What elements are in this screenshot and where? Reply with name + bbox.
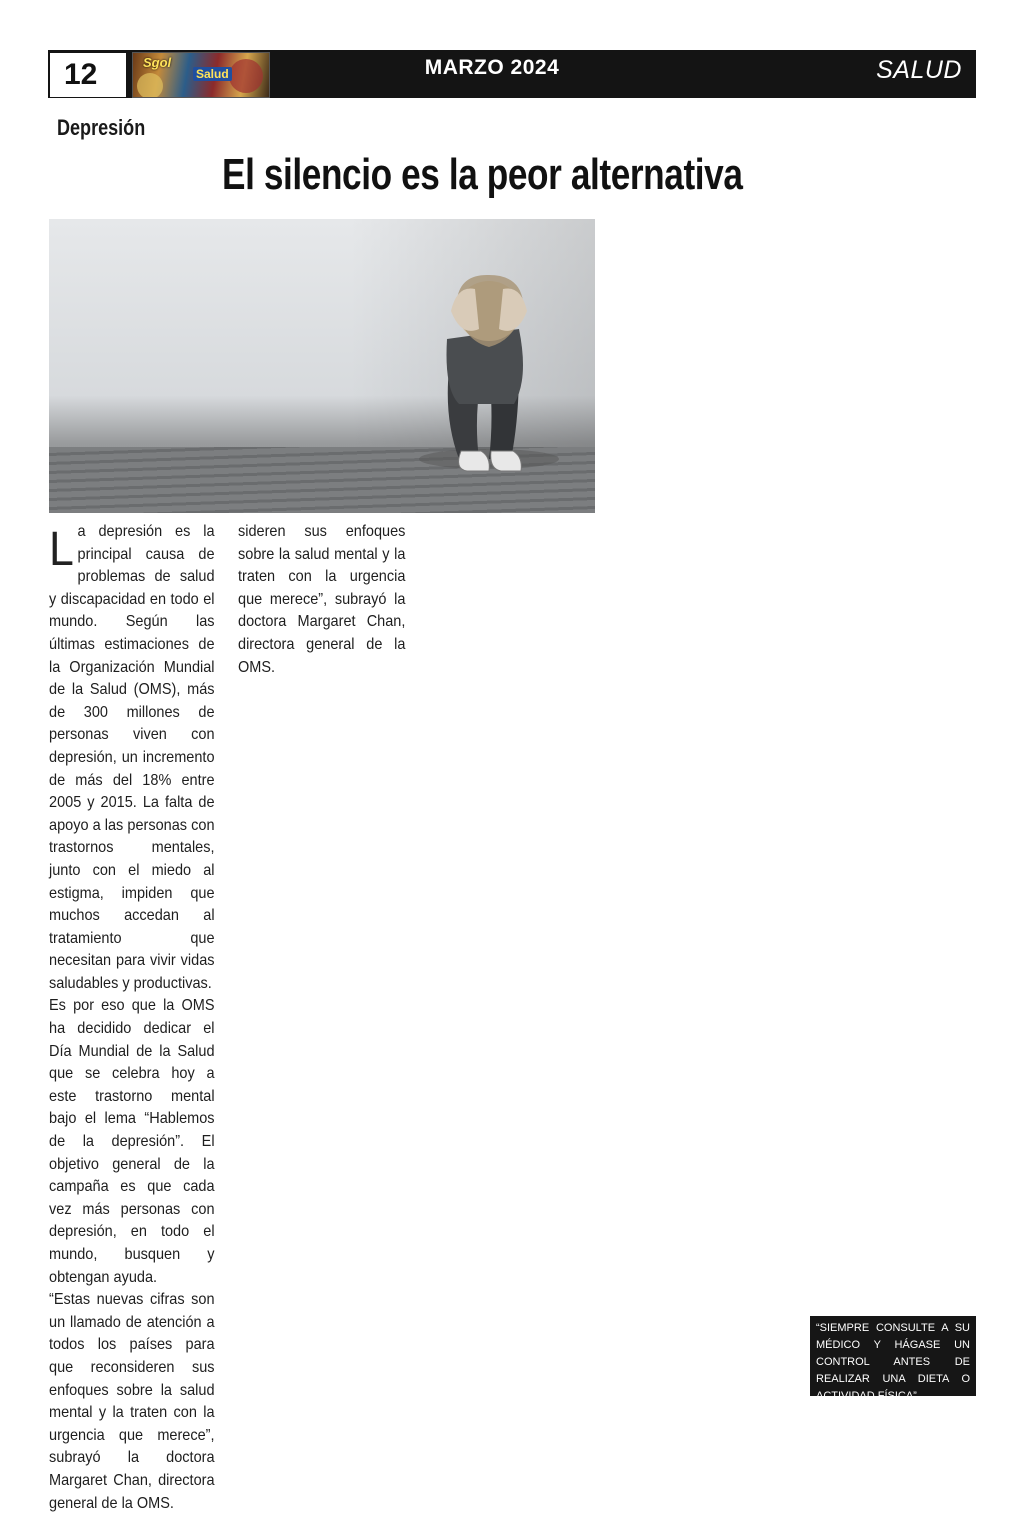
- text-column-2: [238, 521, 405, 679]
- drop-cap: L: [49, 523, 74, 576]
- logo-decoration: [137, 73, 163, 98]
- article-headline: El silencio es la peor alternativa: [222, 150, 743, 199]
- article-kicker: Depresión: [57, 115, 146, 140]
- paragraph: a depresión es la principal causa de problemas de salud y discapacidad en todo el mundo. Según las últimas estimaciones de la Organización Mundial de la Salud (OMS), más de 300 millones de personas viven con depresión, un incremento de más del 18% entre 2005 y 2015. La falta de apoyo a las personas con trastornos mentales, junto con el miedo al estigma, impiden que muchos accedan al tratamiento que necesitan para vivir vidas saludables y productivas.: [49, 523, 215, 992]
- article-photo: [49, 219, 595, 513]
- issue-date: MARZO 2024: [424, 56, 560, 79]
- section-name: SALUD: [876, 56, 962, 84]
- paragraph: Es por eso que la OMS ha decidido dedicar el Día Mundial de la Salud que se celebra hoy a este trastorno mental bajo el lema “Hablemos de la depresión”. El objetivo general de la campaña es que cada vez más personas con depresión, en todo el mundo, busquen y obtengan ayuda.: [49, 997, 215, 1286]
- health-notice-box: “SIEMPRE CONSULTE A SU MÉDICO Y HÁGASE UN CONTROL ANTES DE REALIZAR UNA DIETA O ACTIVIDAD FÍSICA”: [810, 1316, 976, 1396]
- page-number: 12: [50, 53, 126, 97]
- photo-figure: [49, 219, 595, 513]
- logo-decoration: [229, 59, 263, 93]
- logo-text: Salud: [193, 67, 232, 81]
- text-column-1: [49, 521, 215, 1515]
- paragraph: sideren sus enfoques sobre la salud mental y la traten con la urgencia que merece”, subrayó la doctora Margaret Chan, directora general de la OMS.: [238, 523, 406, 676]
- publication-logo: [132, 52, 270, 98]
- paragraph: “Estas nuevas cifras son un llamado de atención a todos los países para que reconsideren sus enfoques sobre la salud mental y la traten con la urgencia que merece”, subrayó la doctora Margaret Chan, directora general de la OMS.: [49, 1291, 215, 1512]
- logo-text: Sgol: [143, 55, 172, 70]
